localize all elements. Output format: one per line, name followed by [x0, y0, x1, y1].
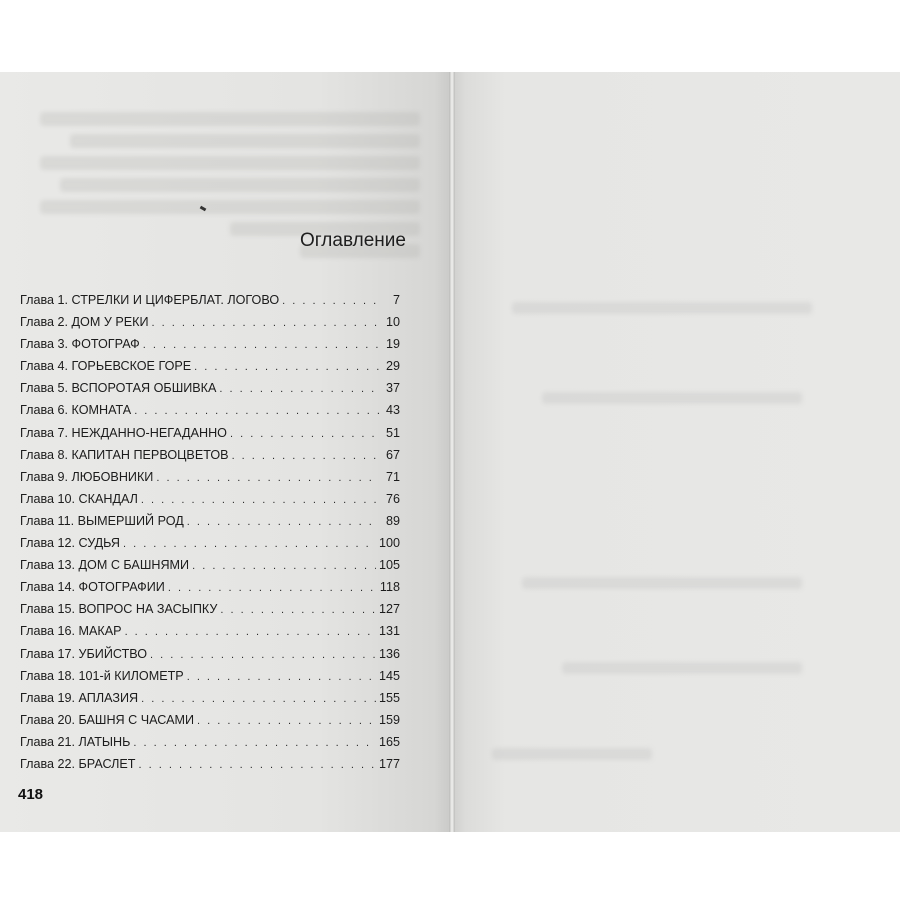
chapter-page-number: 71 — [385, 469, 400, 484]
dot-leader — [282, 290, 379, 312]
show-through-text — [542, 392, 802, 404]
dot-leader — [230, 423, 379, 445]
chapter-title: Глава 13. ДОМ С БАШНЯМИ — [20, 558, 190, 573]
chapter-title: Глава 1. СТРЕЛКИ И ЦИФЕРБЛАТ. ЛОГОВО — [20, 293, 280, 307]
chapter-page-number: 145 — [378, 668, 400, 683]
chapter-title: Глава 5. ВСПОРОТАЯ ОБШИВКА — [20, 381, 217, 396]
chapter-title: Глава 19. АПЛАЗИЯ — [20, 690, 139, 705]
toc-entry — [20, 687, 400, 709]
dot-leader — [134, 400, 379, 422]
chapter-title: Глава 16. МАКАР — [20, 624, 122, 639]
show-through-text — [512, 302, 812, 314]
dot-leader — [141, 489, 379, 511]
chapter-page-number: 127 — [378, 602, 400, 617]
chapter-page-number: 131 — [378, 624, 400, 639]
dot-leader — [125, 621, 376, 643]
toc-entry — [20, 665, 400, 687]
chapter-title: Глава 4. ГОРЬЕВСКОЕ ГОРЕ — [20, 359, 192, 374]
chapter-page-number: 118 — [379, 580, 400, 595]
chapter-title: Глава 14. ФОТОГРАФИИ — [20, 580, 165, 595]
chapter-page-number: 7 — [392, 293, 400, 307]
toc-entry — [20, 444, 400, 466]
dot-leader — [232, 445, 379, 467]
dot-leader — [168, 577, 377, 599]
toc-entry — [20, 620, 400, 642]
toc-entry — [20, 333, 400, 355]
dot-leader — [219, 378, 379, 400]
toc-entry — [20, 510, 400, 532]
dot-leader — [123, 533, 376, 555]
chapter-title: Глава 6. КОМНАТА — [20, 403, 132, 418]
show-through-text — [492, 748, 652, 760]
dot-leader — [152, 312, 379, 334]
chapter-page-number: 37 — [385, 381, 400, 396]
show-through-text — [60, 178, 420, 192]
dot-leader — [150, 644, 376, 666]
toc-entry — [20, 532, 400, 554]
chapter-page-number: 136 — [378, 646, 400, 661]
chapter-page-number: 155 — [378, 690, 400, 705]
chapter-title: Глава 22. БРАСЛЕТ — [20, 756, 136, 771]
page-number: 418 — [18, 786, 44, 803]
chapter-page-number: 165 — [378, 734, 400, 749]
toc-entry — [20, 311, 400, 333]
toc-entry — [20, 554, 400, 576]
show-through-text — [70, 134, 420, 148]
toc-entry — [20, 355, 400, 377]
chapter-page-number: 89 — [385, 513, 400, 528]
dot-leader — [220, 599, 376, 621]
chapter-page-number: 43 — [385, 403, 400, 418]
book-spread — [0, 72, 900, 832]
dot-leader — [187, 666, 376, 688]
chapter-page-number: 19 — [385, 337, 400, 352]
toc-entry — [20, 576, 400, 598]
show-through-text — [40, 156, 420, 170]
chapter-title: Глава 21. ЛАТЫНЬ — [20, 734, 131, 749]
chapter-title: Глава 10. СКАНДАЛ — [20, 491, 138, 506]
toc-entry — [20, 709, 400, 731]
toc-heading: Оглавление — [300, 230, 406, 251]
chapter-title: Глава 9. ЛЮБОВНИКИ — [20, 469, 154, 484]
dot-leader — [197, 710, 376, 732]
dot-leader — [143, 334, 379, 356]
chapter-title: Глава 15. ВОПРОС НА ЗАСЫПКУ — [20, 602, 218, 617]
toc-entry — [20, 399, 400, 421]
toc-entry — [20, 377, 400, 399]
dot-leader — [141, 688, 376, 710]
left-page — [0, 72, 452, 832]
right-page — [452, 72, 900, 832]
toc-entry — [20, 643, 400, 665]
toc-entry — [20, 731, 400, 753]
chapter-title: Глава 8. КАПИТАН ПЕРВОЦВЕТОВ — [20, 447, 229, 462]
toc-entry — [20, 422, 400, 444]
chapter-title: Глава 17. УБИЙСТВО — [20, 646, 148, 661]
toc-entry — [20, 488, 400, 510]
dot-leader — [187, 511, 379, 533]
chapter-page-number: 10 — [385, 315, 400, 330]
show-through-text — [40, 200, 420, 214]
chapter-title: Глава 12. СУДЬЯ — [20, 536, 120, 551]
show-through-text — [522, 577, 802, 589]
show-through-text — [40, 112, 420, 126]
show-through-text — [562, 662, 802, 674]
chapter-page-number: 100 — [378, 536, 400, 551]
chapter-page-number: 177 — [378, 756, 400, 771]
toc-entry — [20, 466, 400, 488]
chapter-page-number: 67 — [385, 447, 400, 462]
chapter-page-number: 29 — [385, 359, 400, 374]
chapter-page-number: 51 — [385, 425, 400, 440]
chapter-page-number: 159 — [378, 712, 400, 727]
chapter-title: Глава 11. ВЫМЕРШИЙ РОД — [20, 513, 184, 528]
dot-leader — [194, 356, 379, 378]
chapter-title: Глава 20. БАШНЯ С ЧАСАМИ — [20, 712, 195, 727]
toc-list-left — [20, 289, 400, 775]
dot-leader — [133, 732, 376, 754]
chapter-title: Глава 18. 101-й КИЛОМЕТР — [20, 668, 184, 683]
chapter-page-number: 105 — [378, 558, 400, 573]
toc-entry — [20, 598, 400, 620]
chapter-title: Глава 7. НЕЖДАННО-НЕГАДАННО — [20, 425, 227, 440]
dot-leader — [156, 467, 379, 489]
chapter-page-number: 76 — [385, 491, 400, 506]
dot-leader — [192, 555, 376, 577]
toc-entry — [20, 753, 400, 775]
chapter-title: Глава 2. ДОМ У РЕКИ — [20, 315, 149, 330]
dot-leader — [139, 754, 376, 776]
toc-entry — [20, 289, 400, 311]
chapter-title: Глава 3. ФОТОГРАФ — [20, 337, 140, 352]
book-gutter — [449, 72, 455, 832]
